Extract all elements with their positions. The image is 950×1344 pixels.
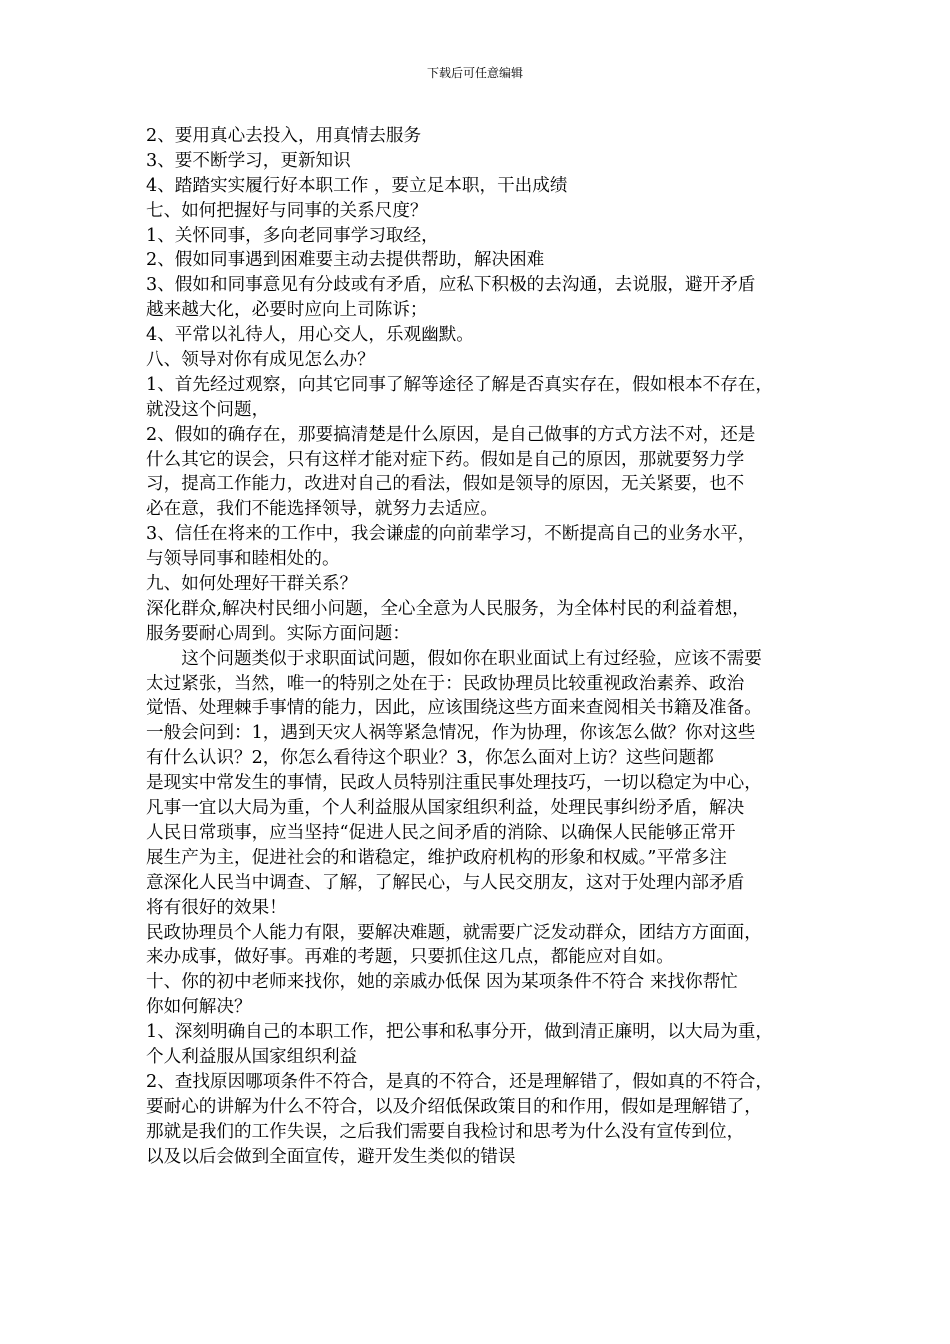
section-heading: 十、你的初中老师来找你，她的亲戚办低保 因为某项条件不符合 来找你帮忙 — [146, 972, 738, 993]
text-line: 2、假如同事遇到困难要主动去提供帮助，解决困难 — [146, 250, 545, 271]
text-line: 2、要用真心去投入，用真情去服务 — [146, 126, 422, 146]
text-line: 1、首先经过观察，向其它同事了解等途径了解是否真实存在，假如根本不存在， — [146, 374, 773, 395]
text-line: 3、假如和同事意见有分歧或有矛盾，应私下积极的去沟通，去说服，避开矛盾 — [146, 275, 756, 296]
text-line: 民政协理员个人能力有限，要解决难题，就需要广泛发动群众，团结方方面面， — [146, 922, 762, 943]
section-heading: 你如何解决？ — [146, 997, 252, 1018]
text-line: 什么其它的误会，只有这样才能对症下药。假如是自己的原因，那就要努力学 — [146, 449, 745, 470]
section-heading: 七、如何把握好与同事的关系尺度？ — [146, 200, 428, 221]
text-line: 人民日常琐事，应当坚持“促进人民之间矛盾的消除、以确保人民能够正常开 — [146, 822, 736, 843]
document-body — [146, 124, 818, 1169]
text-line: 就没这个问题， — [146, 399, 270, 420]
text-line: 深化群众,解决村民细小问题，全心全意为人民服务，为全体村民的利益着想， — [146, 598, 750, 619]
text-line: 有什么认识？2，你怎么看待这个职业？3，你怎么面对上访？这些问题都 — [146, 748, 714, 769]
section-heading: 八、领导对你有成见怎么办？ — [146, 350, 375, 371]
text-line: 太过紧张，当然，唯一的特别之处在于：民政协理员比较重视政治素养、政治 — [146, 673, 745, 694]
text-line: 觉悟、处理棘手事情的能力，因此，应该围绕这些方面来查阅相关书籍及准备。 — [146, 698, 762, 719]
text-line: 将有很好的效果！ — [146, 897, 287, 918]
text-line: 习，提高工作能力，改进对自己的看法，假如是领导的原因，无关紧要，也不 — [146, 474, 745, 495]
text-line: 那就是我们的工作失误，之后我们需要自我检讨和思考为什么没有宣传到位， — [146, 1121, 745, 1142]
text-line: 3、信任在将来的工作中，我会谦虚的向前辈学习，不断提高自己的业务水平， — [146, 524, 756, 545]
text-line: 3、要不断学习，更新知识 — [146, 150, 351, 171]
text-line: 服务要耐心周到。实际方面问题： — [146, 623, 410, 644]
text-line: 4、平常以礼待人，用心交人，乐观幽默。 — [146, 325, 474, 346]
text-line: 要耐心的讲解为什么不符合，以及介绍低保政策目的和作用，假如是理解错了， — [146, 1096, 762, 1117]
text-line: 必在意，我们不能选择领导，就努力去适应。 — [146, 499, 498, 520]
text-line: 以及以后会做到全面宣传，避开发生类似的错误 — [146, 1146, 516, 1167]
text-line: 1、深刻明确自己的本职工作，把公事和私事分开，做到清正廉明，以大局为重， — [146, 1022, 773, 1043]
text-line: 4、踏踏实实履行好本职工作 ，要立足本职，干出成绩 — [146, 175, 568, 196]
text-line: 与领导同事和睦相处的。 — [146, 549, 340, 570]
text-line: 2、查找原因哪项条件不符合，是真的不符合，还是理解错了，假如真的不符合， — [146, 1071, 773, 1092]
text-line: 一般会问到：1，遇到天灾人祸等紧急情况，作为协理，你该怎么做？你对这些 — [146, 723, 756, 744]
text-line: 这个问题类似于求职面试问题，假如你在职业面试上有过经验，应该不需要 — [146, 648, 762, 669]
section-heading: 九、如何处理好干群关系？ — [146, 574, 358, 595]
text-line: 意深化人民当中调查、了解，了解民心，与人民交朋友，这对于处理内部矛盾 — [146, 872, 745, 893]
text-line: 1、关怀同事，多向老同事学习取经， — [146, 225, 439, 246]
text-line: 个人利益服从国家组织利益 — [146, 1046, 358, 1067]
text-line: 展生产为主，促进社会的和谐稳定，维护政府机构的形象和权威。”平常多注 — [146, 847, 727, 868]
page-header: 下载后可任意编辑 — [426, 66, 523, 80]
text-line: 越来越大化，必要时应向上司陈诉； — [146, 300, 428, 321]
text-line: 来办成事，做好事。再难的考题，只要抓住这几点，都能应对自如。 — [146, 947, 674, 968]
text-line: 凡事一宜以大局为重，个人利益服从国家组织利益，处理民事纠纷矛盾，解决 — [146, 798, 745, 819]
text-line: 2、假如的确存在，那要搞清楚是什么原因，是自己做事的方式方法不对，还是 — [146, 424, 756, 445]
text-line: 是现实中常发生的事情，民政人员特别注重民事处理技巧，一切以稳定为中心， — [146, 773, 762, 794]
